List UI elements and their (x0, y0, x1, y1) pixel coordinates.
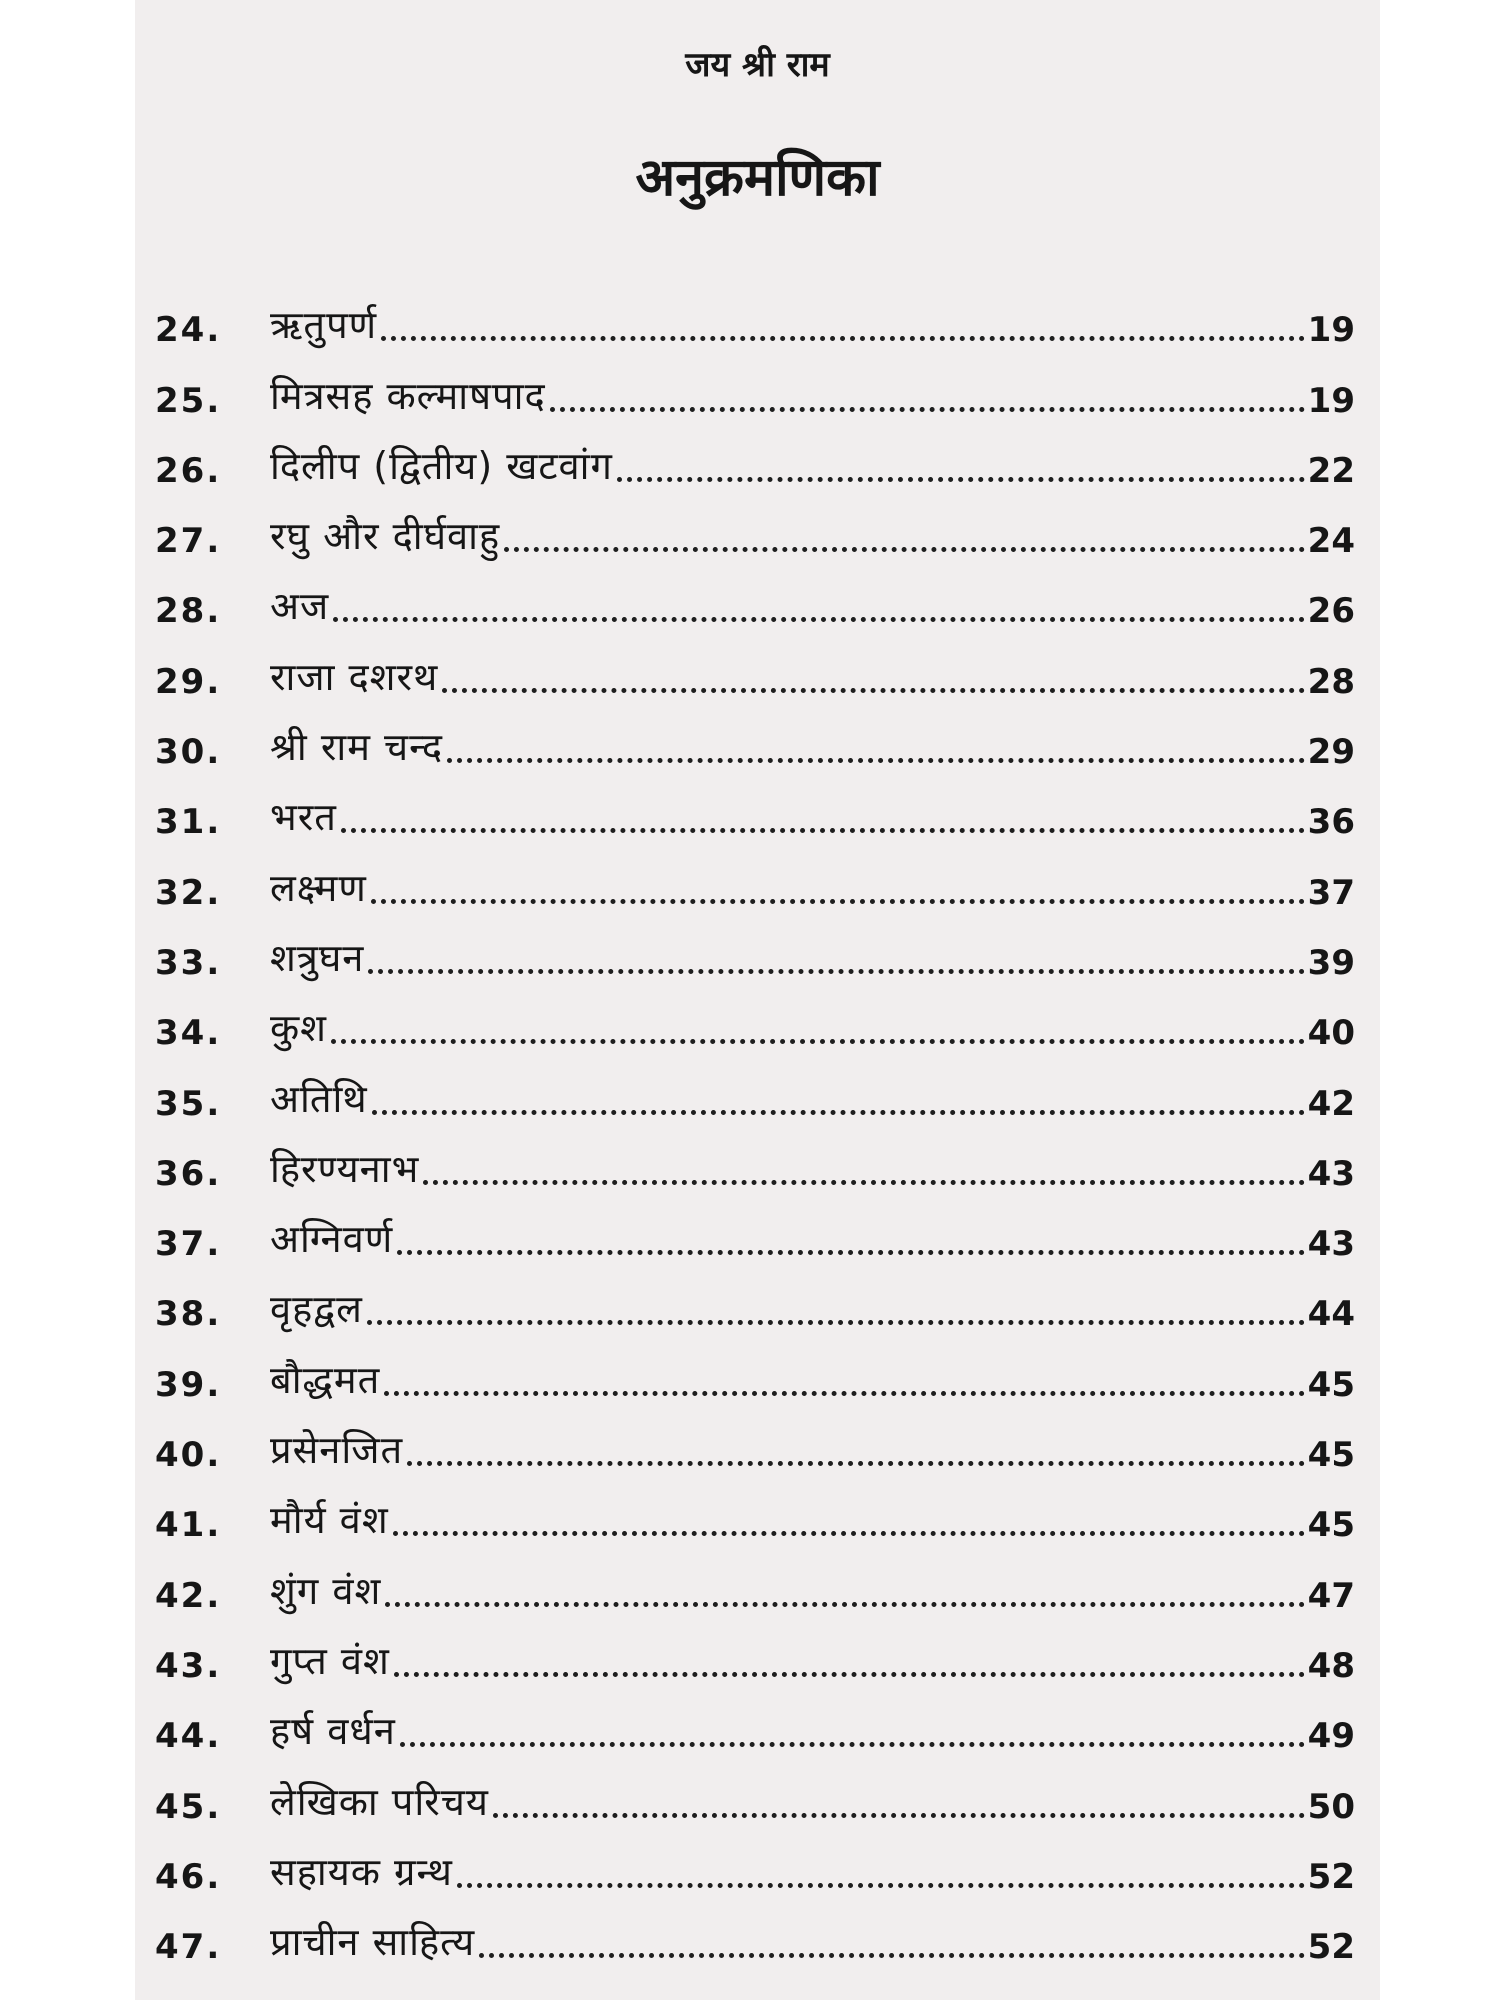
toc-entry-title: वृहद्वल (270, 1287, 363, 1332)
toc-row (155, 1334, 1355, 1404)
toc-entry-page: 52 (1307, 1856, 1355, 1897)
page-title: अनुक्रमणिका (635, 148, 880, 208)
toc-row (155, 702, 1355, 772)
toc-row (155, 1053, 1355, 1123)
dot-leader (479, 1953, 1305, 1958)
toc-entry-number: 45. (155, 1786, 222, 1827)
toc-row (155, 1827, 1355, 1897)
toc-entry-number: 31. (155, 802, 222, 843)
toc-entry-page: 43 (1307, 1153, 1355, 1194)
toc-entry-page: 26 (1307, 591, 1355, 632)
dot-leader (381, 336, 1305, 341)
toc-entry-number: 47. (155, 1927, 222, 1968)
toc-row (155, 1405, 1355, 1475)
toc-entry-title: लेखिका परिचय (270, 1779, 489, 1824)
toc-entry-number: 44. (155, 1716, 222, 1757)
toc-entry-number: 40. (155, 1435, 222, 1476)
dot-leader (393, 1531, 1305, 1536)
dot-leader (371, 899, 1305, 904)
toc-entry-title: शुंग वंश (270, 1568, 382, 1613)
toc-entry-page: 47 (1307, 1575, 1355, 1616)
page-subtitle: जय श्री राम (685, 45, 830, 85)
dot-leader (397, 1250, 1305, 1255)
toc-entry-number: 42. (155, 1575, 222, 1616)
toc-entry-number: 36. (155, 1153, 222, 1194)
toc-row (155, 1897, 1355, 1967)
toc-entry-page: 37 (1307, 872, 1355, 913)
toc-entry-page: 50 (1307, 1786, 1355, 1827)
toc-entry-page: 42 (1307, 1083, 1355, 1124)
toc-entry-number: 26. (155, 450, 222, 491)
toc-entry-page: 24 (1307, 521, 1355, 562)
toc-entry-number: 35. (155, 1083, 222, 1124)
toc-entry-title: दिलीप (द्वितीय) खटवांग (270, 443, 613, 488)
dot-leader (394, 1672, 1305, 1677)
toc-entry-page: 22 (1307, 450, 1355, 491)
dot-leader (550, 407, 1305, 412)
toc-row (155, 1616, 1355, 1686)
toc-entry-title: कुश (270, 1006, 328, 1051)
toc-entry-page: 48 (1307, 1645, 1355, 1686)
toc-entry-title: हिरण्यनाभ (270, 1146, 420, 1191)
toc-entry-title: प्राचीन साहित्य (270, 1920, 476, 1965)
toc-entry-page: 43 (1307, 1224, 1355, 1265)
toc-row (155, 1124, 1355, 1194)
dot-leader (617, 477, 1305, 482)
dot-leader (372, 1110, 1305, 1115)
toc-entry-number: 37. (155, 1224, 222, 1265)
toc-entry-number: 38. (155, 1294, 222, 1335)
toc-entry-title: लक्ष्मण (270, 865, 367, 910)
toc-row (155, 421, 1355, 491)
toc-entry-title: श्री राम चन्द (270, 725, 444, 770)
toc-entry-number: 25. (155, 380, 222, 421)
toc-entry-page: 19 (1307, 380, 1355, 421)
toc-entry-page: 19 (1307, 310, 1355, 351)
toc-entry-number: 32. (155, 872, 222, 913)
toc-entry-title: राजा दशरथ (270, 654, 439, 699)
dot-leader (442, 688, 1305, 693)
book-page (135, 0, 1380, 2000)
dot-leader (384, 1391, 1305, 1396)
toc-row (155, 350, 1355, 420)
toc-row (155, 842, 1355, 912)
toc-entry-title: अतिथि (270, 1076, 368, 1121)
dot-leader (447, 758, 1305, 763)
toc-entry-number: 28. (155, 591, 222, 632)
toc-row (155, 280, 1355, 350)
toc-entry-title: ऋतुपर्ण (270, 303, 378, 348)
toc-row (155, 491, 1355, 561)
dot-leader (331, 1039, 1305, 1044)
toc-entry-title: मौर्य वंश (270, 1498, 389, 1543)
toc-entry-page: 44 (1307, 1294, 1355, 1335)
toc-entry-page: 40 (1307, 1013, 1355, 1054)
toc-row (155, 913, 1355, 983)
toc-entry-page: 39 (1307, 942, 1355, 983)
toc-row (155, 1545, 1355, 1615)
toc-entry-number: 24. (155, 310, 222, 351)
toc-entry-title: प्रसेनजित (270, 1428, 404, 1473)
dot-leader (493, 1813, 1305, 1818)
toc-row (155, 1475, 1355, 1545)
toc-row (155, 1756, 1355, 1826)
toc-row (155, 1194, 1355, 1264)
dot-leader (407, 1461, 1305, 1466)
table-of-contents (155, 280, 1355, 1967)
toc-entry-title: रघु और दीर्घवाहु (270, 514, 501, 559)
dot-leader (423, 1180, 1305, 1185)
toc-entry-page: 45 (1307, 1435, 1355, 1476)
dot-leader (367, 1320, 1305, 1325)
toc-entry-title: बौद्धमत (270, 1357, 381, 1402)
toc-entry-page: 36 (1307, 802, 1355, 843)
dot-leader (385, 1602, 1305, 1607)
toc-entry-page: 45 (1307, 1505, 1355, 1546)
toc-entry-number: 33. (155, 942, 222, 983)
toc-entry-title: अज (270, 584, 330, 629)
toc-entry-page: 28 (1307, 661, 1355, 702)
toc-entry-title: गुप्त वंश (270, 1638, 390, 1683)
toc-entry-number: 41. (155, 1505, 222, 1546)
toc-row (155, 561, 1355, 631)
dot-leader (457, 1883, 1305, 1888)
toc-row (155, 1264, 1355, 1334)
toc-entry-title: मित्रसह कल्माषपाद (270, 373, 546, 418)
dot-leader (368, 969, 1305, 974)
toc-entry-number: 39. (155, 1364, 222, 1405)
toc-entry-number: 34. (155, 1013, 222, 1054)
toc-row (155, 1686, 1355, 1756)
toc-row (155, 631, 1355, 701)
toc-entry-title: भरत (270, 795, 337, 840)
toc-entry-title: अग्निवर्ण (270, 1217, 394, 1262)
dot-leader (400, 1742, 1305, 1747)
toc-entry-page: 52 (1307, 1927, 1355, 1968)
toc-row (155, 983, 1355, 1053)
toc-entry-number: 29. (155, 661, 222, 702)
toc-entry-page: 29 (1307, 732, 1355, 773)
toc-entry-number: 27. (155, 521, 222, 562)
toc-entry-title: सहायक ग्रन्थ (270, 1849, 453, 1894)
toc-entry-title: हर्ष वर्धन (270, 1709, 396, 1754)
toc-row (155, 772, 1355, 842)
toc-entry-number: 30. (155, 732, 222, 773)
toc-entry-title: शत्रुघन (270, 935, 365, 980)
toc-entry-number: 43. (155, 1645, 222, 1686)
dot-leader (333, 617, 1305, 622)
toc-entry-page: 45 (1307, 1364, 1355, 1405)
toc-entry-page: 49 (1307, 1716, 1355, 1757)
dot-leader (341, 828, 1305, 833)
dot-leader (504, 547, 1305, 552)
toc-entry-number: 46. (155, 1856, 222, 1897)
